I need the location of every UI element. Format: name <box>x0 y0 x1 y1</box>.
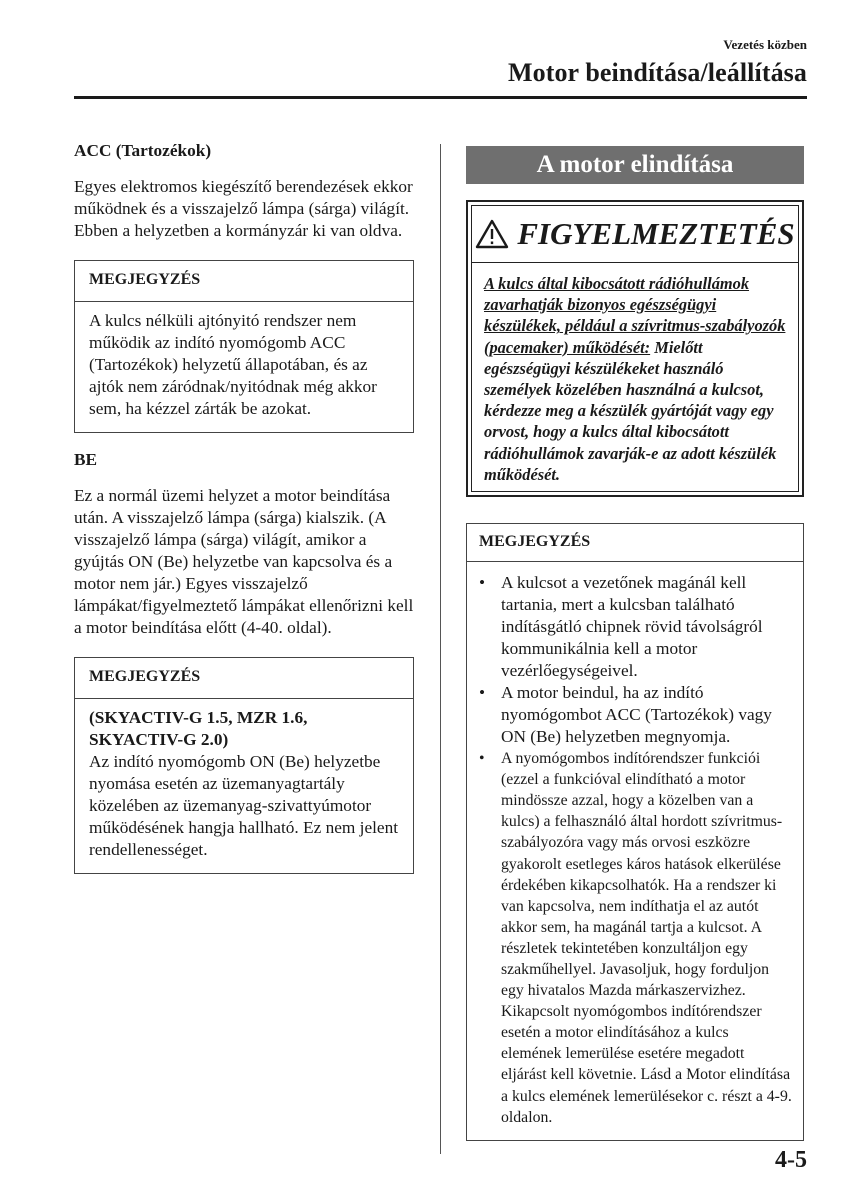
warning-triangle-icon <box>475 219 509 249</box>
note-box-2 <box>74 657 414 874</box>
page-number: 4-5 <box>775 1147 807 1173</box>
note-list <box>467 562 803 1140</box>
acc-text: Egyes elektromos kiegészítő berendezések ekkor működnek és a visszajelző lámpa (sárga) világít. Ebben a helyzetben a kormányzár ki van oldva. <box>74 177 413 240</box>
note-heading: MEGJEGYZÉS <box>75 658 413 699</box>
be-text: Ez a normál üzemi helyzet a motor beindítása után. A visszajelző lámpa (sárga) kialszik. (A visszajelző lámpa (sárga) világít, amikor a gyújtás ON (Be) helyzetbe van kapcsolva és a motor nem jár.) Egyes visszajelző lámpákat/figyelmeztető lámpákat ellenőrizni kell a motor beindítása előtt (4-40. oldal). <box>74 486 414 637</box>
right-column <box>466 146 804 1141</box>
note-text: A kulcs nélküli ajtónyitó rendszer nem működik az indító nyomógomb ACC (Tartozékok) helyzetű állapotában, és az ajtók nem záródnak/nyitódnak még akkor sem, ha kézzel zárták be azokat. <box>89 311 377 418</box>
header-rule <box>74 96 807 99</box>
note-box-3 <box>466 523 804 1141</box>
left-column <box>74 136 414 874</box>
list-item <box>479 748 793 1128</box>
list-item-text: A kulcsot a vezetőnek magánál kell tartania, mert a kulcsban található indításgátló chipnek rövid távolságról kommunikálnia kell a motor vezérlőegységeivel. <box>501 573 763 681</box>
engine-variants: (SKYACTIV-G 1.5, MZR 1.6, SKYACTIV-G 2.0) <box>89 708 308 749</box>
section-label: Vezetés közben <box>723 37 807 52</box>
warning-text: Mielőtt egészségügyi készülékeket használó személyek közelében használná a kulcsot, kérdezze meg a készülék gyártóját vagy egy orvost, hogy a kulcs által kibocsátott rádióhullámok zavarják-e az adott készülék működését. <box>484 337 777 484</box>
note-heading: MEGJEGYZÉS <box>75 261 413 302</box>
warning-box <box>466 200 804 497</box>
warning-header <box>472 206 798 263</box>
warning-lead: A kulcs által kibocsátott rádióhullámok zavarhatják bizonyos egészségügyi készülékek, például a szívritmus-szabályozók (pacemaker) működését: <box>484 274 786 357</box>
warning-title: FIGYELMEZTETÉS <box>517 216 795 251</box>
list-item-text: A nyomógombos indítórendszer funkciói (ezzel a funkcióval elindítható a motor mindössze azzal, hogy a közelben van a kulcs) a felhasználó által hordott szívritmus-szabályozóra vagy más orvosi eszközre gyakorolt esetleges káros hatások elkerülése érdekében kikapcsolhatók. Ha a rendszer ki van kapcsolva, nem indíthatja el az autót akkor sem, ha magánál tartja a kulcsot. A részletek tekintetében konzultáljon egy szakműhellyel. Javasoljuk, hogy forduljon egy hivatalos Mazda márkaszervizhez. Kikapcsolt nyomógombos indítórendszer esetén a motor elindításához a kulcs elemének lemerülése esetére megadott eljárást kell követnie. Lásd a Motor elindítása a kulcs elemének lemerülésekor c. részt a 4-9. oldalon. <box>501 750 792 1126</box>
bullet-icon: • <box>479 573 486 593</box>
bullet-icon: • <box>479 750 485 768</box>
list-item-text: A motor beindul, ha az indító nyomógombot ACC (Tartozékok) vagy ON (Be) helyzetben megnyomja. <box>501 683 772 747</box>
section-title: A motor elindítása <box>466 146 804 184</box>
page-title: Motor beindítása/leállítása <box>507 58 807 87</box>
be-heading: BE <box>74 450 98 469</box>
note-text: Az indító nyomógomb ON (Be) helyzetbe nyomása esetén az üzemanyagtartály közelében az üzemanyag-szivattyúmotor működésének hangja hallható. Ez nem jelent rendellenességet. <box>89 752 399 859</box>
column-divider <box>440 144 441 1154</box>
warning-body <box>472 263 798 491</box>
acc-heading: ACC (Tartozékok) <box>74 141 212 160</box>
note-body <box>75 699 413 873</box>
list-item <box>479 682 793 748</box>
bullet-icon: • <box>479 683 486 703</box>
note-heading: MEGJEGYZÉS <box>467 524 803 562</box>
list-item <box>479 572 793 682</box>
note-box-1 <box>74 260 414 433</box>
